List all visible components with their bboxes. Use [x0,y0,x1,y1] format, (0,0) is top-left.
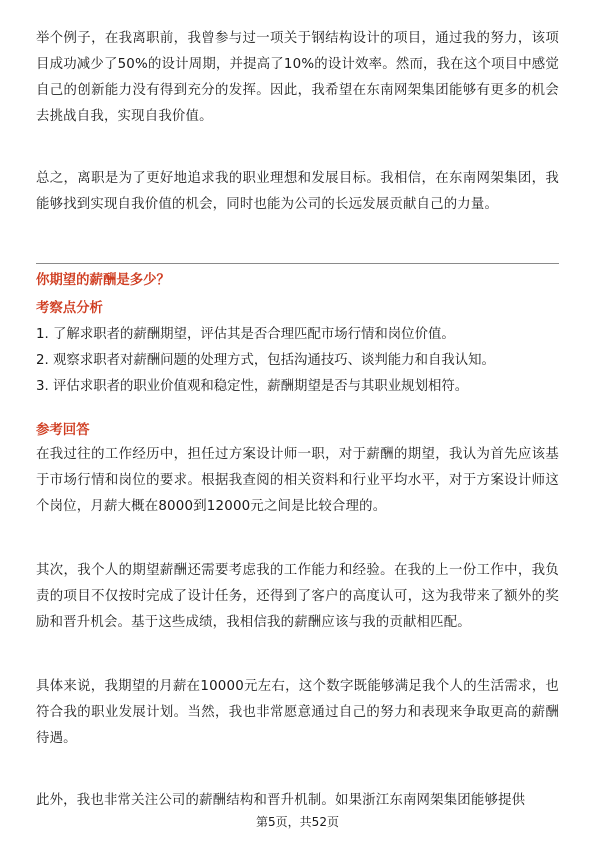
paragraph-conclusion: 总之，离职是为了更好地追求我的职业理想和发展目标。我相信，在东南网架集团，我能够找到实现自我价值的机会，同时也能为公司的长远发展贡献自己的力量。 [36,171,559,212]
section-divider [36,263,559,264]
answer-paragraph-1: 在我过往的工作经历中，担任过方案设计师一职，对于薪酬的期望，我认为首先应该基于市场行情和岗位的要求。根据我查阅的相关资料和行业平均水平，对于方案设计师这个岗位，月薪大概在8000到12000元之间是比较合理的。 [36,447,559,514]
question-heading: 你期望的薪酬是多少？ [36,273,170,288]
answer-paragraph-3: 具体来说，我期望的月薪在10000元左右，这个数字既能够满足我个人的生活需求，也符合我的职业发展计划。当然，我也非常愿意通过自己的努力和表现来争取更高的薪酬待遇。 [36,679,559,746]
analysis-item: 1. 了解求职者的薪酬期望，评估其是否合理匹配市场行情和岗位价值。 [36,327,455,342]
page-footer: 第5页，共52页 [256,815,339,829]
analysis-list [36,322,559,400]
paragraph-example: 举个例子，在我离职前，我曾参与过一项关于钢结构设计的项目，通过我的努力，该项目成功减少了50%的设计周期，并提高了10%的设计效率。然而，我在这个项目中感觉自己的创新能力没有得到充分的发挥。因此，我希望在东南网架集团能够有更多的机会去挑战自我，实现自我价值。 [36,31,559,124]
answer-paragraph-2: 其次，我个人的期望薪酬还需要考虑我的工作能力和经验。在我的上一份工作中，我负责的项目不仅按时完成了设计任务，还得到了客户的高度认可，这为我带来了额外的奖励和晋升机会。基于这些成绩，我相信我的薪酬应该与我的贡献相匹配。 [36,563,559,630]
document-page [36,0,559,842]
analysis-item: 2. 观察求职者对薪酬问题的处理方式，包括沟通技巧、谈判能力和自我认知。 [36,353,495,368]
analysis-title: 考察点分析 [36,301,103,316]
analysis-item: 3. 评估求职者的职业价值观和稳定性，薪酬期望是否与其职业规划相符。 [36,379,469,394]
answer-title: 参考回答 [36,423,90,438]
answer-paragraph-4: 此外，我也非常关注公司的薪酬结构和晋升机制。如果浙江东南网架集团能够提供 [36,793,526,808]
